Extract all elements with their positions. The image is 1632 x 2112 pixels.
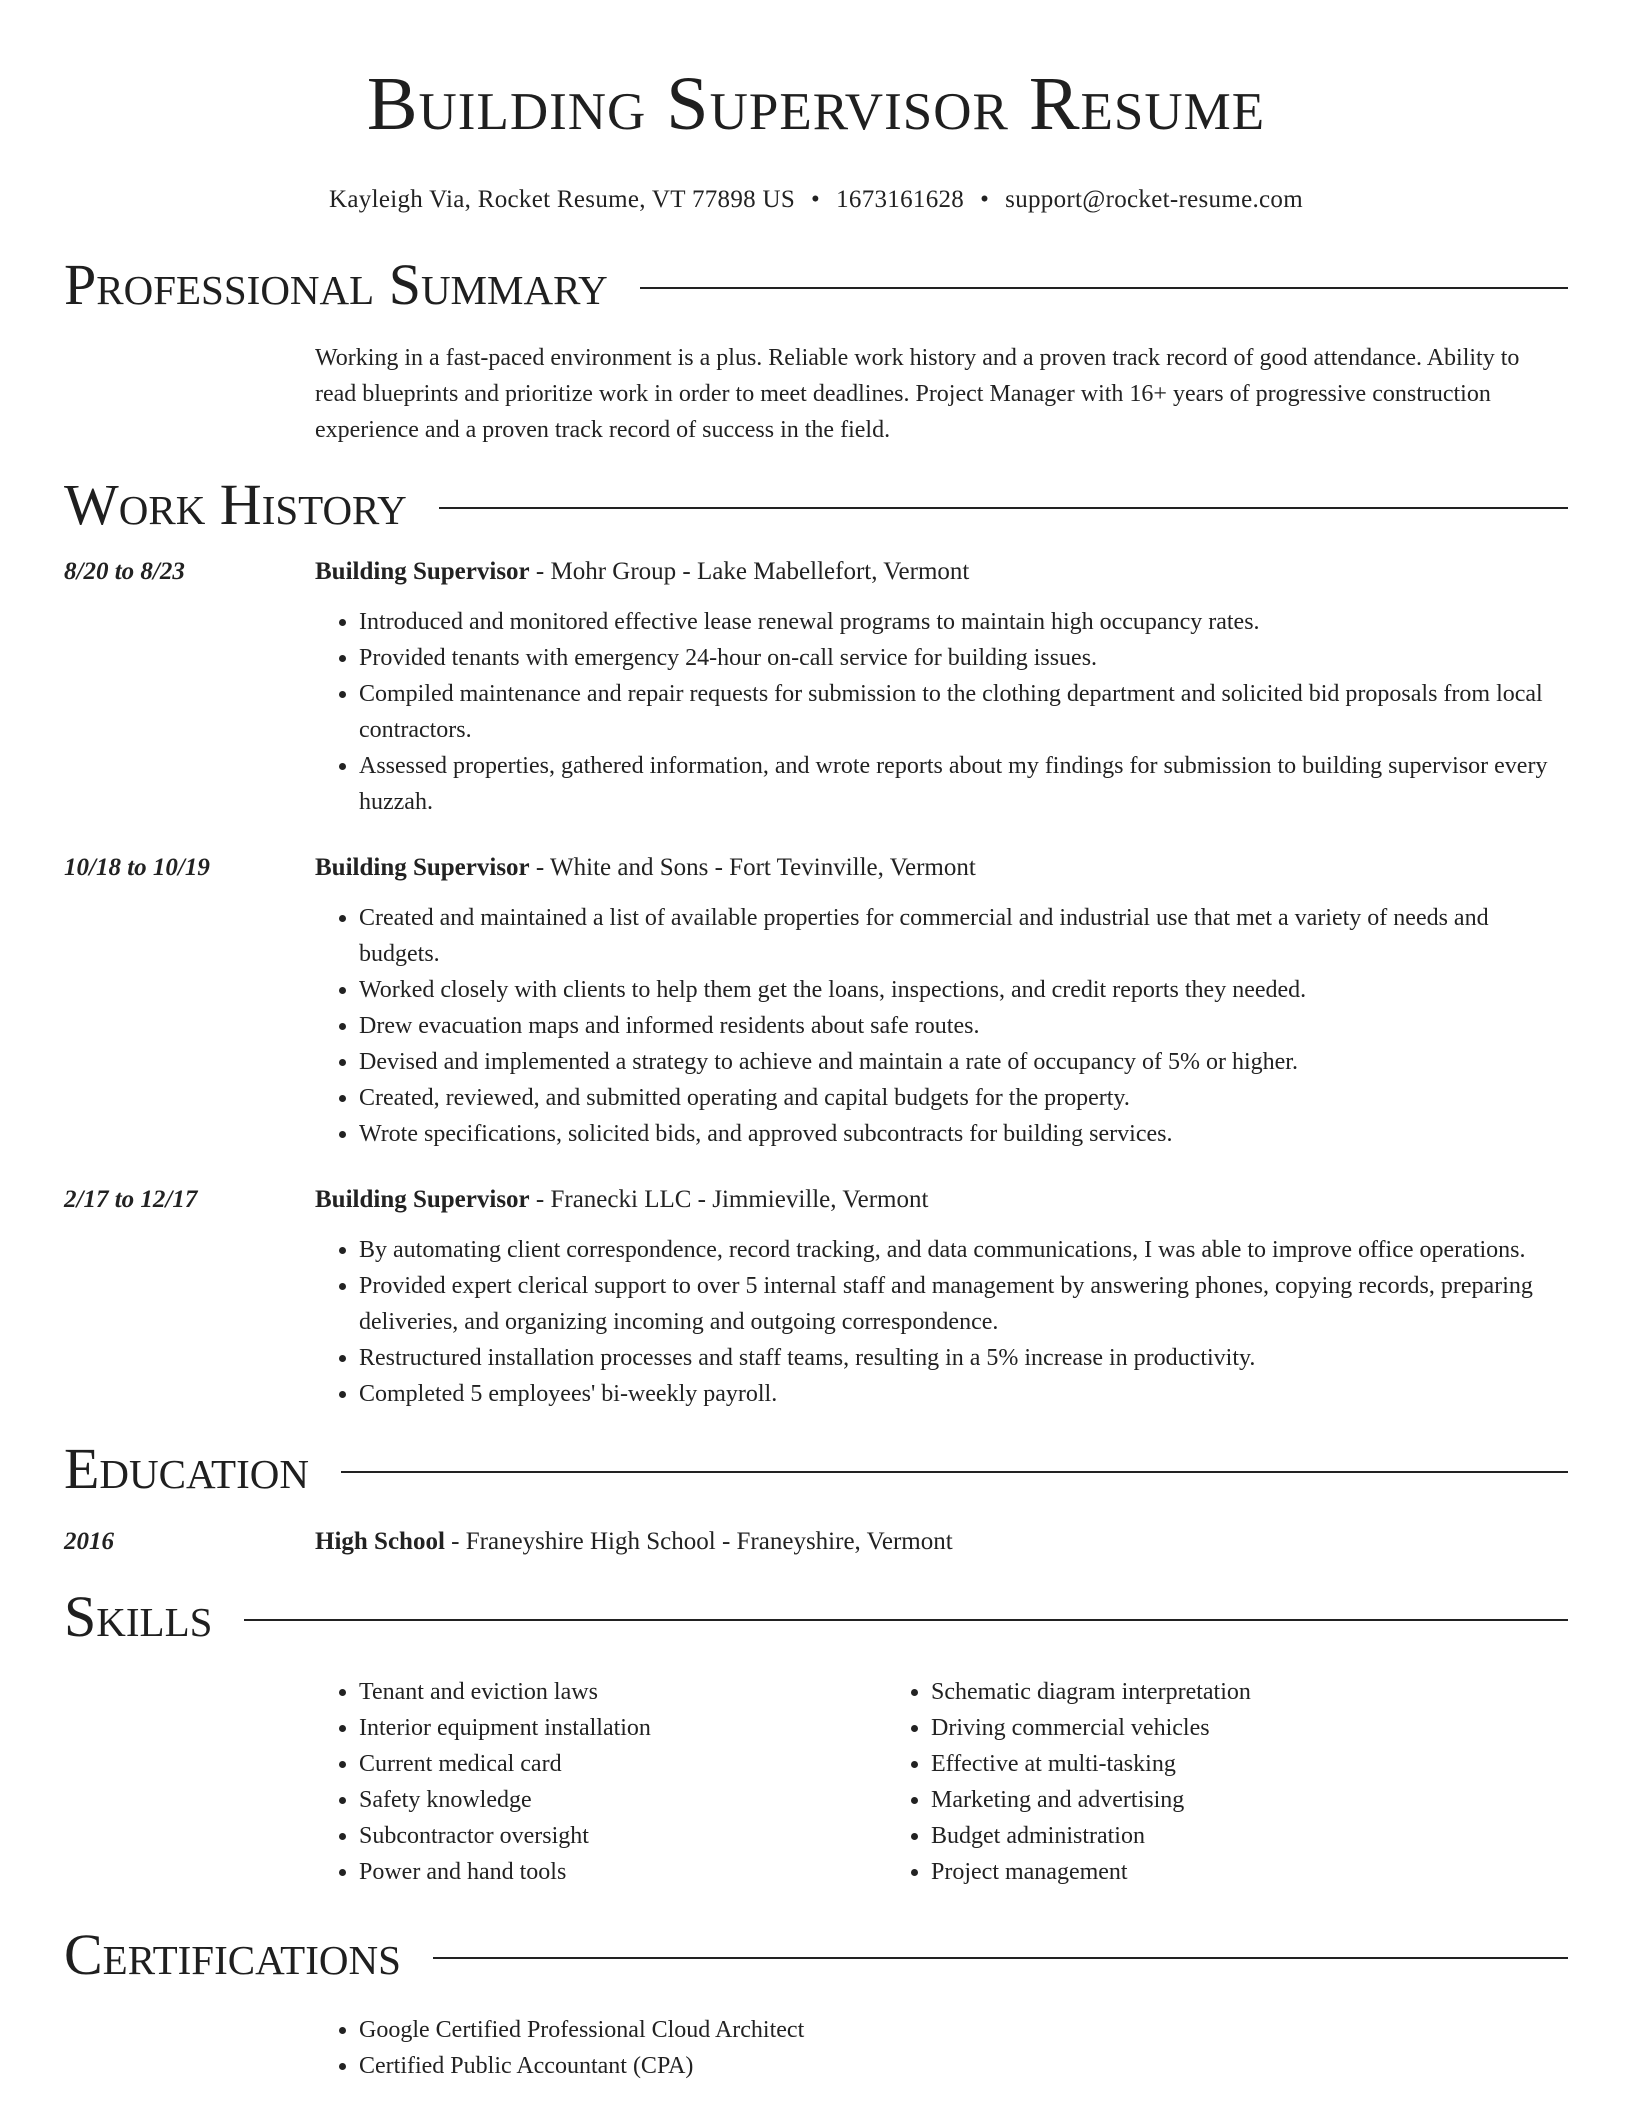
certifications-row xyxy=(64,1990,1568,2084)
job-details: - White and Sons - Fort Tevinville, Vermont xyxy=(529,854,976,881)
list-item: • Devised and implemented a strategy to achieve and maintain a rate of occupancy of 5% or higher. xyxy=(359,1044,1568,1080)
job-title: Building Supervisor xyxy=(315,854,530,881)
job-dates: 8/20 to 8/23 xyxy=(64,558,185,585)
section-header-certifications xyxy=(64,1920,1568,1990)
contact-email: support@rocket-resume.com xyxy=(1005,186,1303,213)
education-year: 2016 xyxy=(64,1528,114,1555)
section-divider xyxy=(640,287,1568,289)
skill-item: • Tenant and eviction laws xyxy=(359,1674,887,1710)
job-bullets xyxy=(315,1232,1568,1412)
certification-item: • Google Certified Professional Cloud Architect xyxy=(359,2012,1568,2048)
certifications-list xyxy=(315,2012,1568,2084)
job-entry xyxy=(64,554,1568,820)
section-divider xyxy=(244,1619,1568,1621)
skills-columns xyxy=(315,1674,1568,1890)
list-item: • Provided expert clerical support to over 5 internal staff and management by answering phones, copying records, preparing deliveries, and organizing incoming and outgoing correspondence. xyxy=(359,1268,1568,1340)
education-details: - Franeyshire High School - Franeyshire, Vermont xyxy=(444,1528,953,1555)
section-title-education: Education xyxy=(64,1436,309,1501)
list-item: • Assessed properties, gathered information, and wrote reports about my findings for submission to building supervisor every huzzah. xyxy=(359,748,1568,820)
section-title-work: Work History xyxy=(64,472,407,537)
skills-row xyxy=(64,1652,1568,1890)
job-details: - Mohr Group - Lake Mabellefort, Vermont xyxy=(529,558,970,585)
skill-item: • Effective at multi-tasking xyxy=(931,1746,1459,1782)
skill-item: • Schematic diagram interpretation xyxy=(931,1674,1459,1710)
skill-item: • Driving commercial vehicles xyxy=(931,1710,1459,1746)
job-title: Building Supervisor xyxy=(315,1186,530,1213)
document-title: Building Supervisor Resume xyxy=(366,62,1266,146)
skill-item: • Budget administration xyxy=(931,1818,1459,1854)
certification-item: • Certified Public Accountant (CPA) xyxy=(359,2048,1568,2084)
contact-separator: • xyxy=(811,186,821,213)
skill-item: • Project management xyxy=(931,1854,1459,1890)
skill-item: • Safety knowledge xyxy=(359,1782,887,1818)
job-heading xyxy=(315,850,1568,886)
contact-line xyxy=(64,184,1568,216)
section-divider xyxy=(439,507,1568,509)
section-header-summary xyxy=(64,250,1568,320)
list-item: • Completed 5 employees' bi-weekly payroll. xyxy=(359,1376,1568,1412)
summary-text: Working in a fast-paced environment is a plus. Reliable work history and a proven track record of good attendance. Ability to read blueprints and prioritize work in order to meet deadlines. Project Manager with 16+ years of progressive construction experience and a proven track record of success in the field. xyxy=(315,345,1520,443)
section-divider xyxy=(433,1957,1568,1959)
job-details: - Franecki LLC - Jimmieville, Vermont xyxy=(529,1186,929,1213)
list-item: • Drew evacuation maps and informed residents about safe routes. xyxy=(359,1008,1568,1044)
list-item: • Created, reviewed, and submitted operating and capital budgets for the property. xyxy=(359,1080,1568,1116)
job-entry xyxy=(64,850,1568,1152)
section-title-skills: Skills xyxy=(64,1584,213,1649)
section-header-skills xyxy=(64,1582,1568,1652)
list-item: • Provided tenants with emergency 24-hour on-call service for building issues. xyxy=(359,640,1568,676)
job-bullets xyxy=(315,900,1568,1152)
job-bullets xyxy=(315,604,1568,820)
contact-phone: 1673161628 xyxy=(836,186,965,213)
list-item: • Introduced and monitored effective lease renewal programs to maintain high occupancy rates. xyxy=(359,604,1568,640)
job-title: Building Supervisor xyxy=(315,558,530,585)
list-item: • Restructured installation processes and staff teams, resulting in a 5% increase in productivity. xyxy=(359,1340,1568,1376)
job-entry xyxy=(64,1182,1568,1412)
list-item: • By automating client correspondence, record tracking, and data communications, I was able to improve office operations. xyxy=(359,1232,1568,1268)
list-item: • Created and maintained a list of available properties for commercial and industrial use that met a variety of needs and budgets. xyxy=(359,900,1568,972)
job-heading xyxy=(315,1182,1568,1218)
section-header-work xyxy=(64,470,1568,540)
section-title-certifications: Certifications xyxy=(64,1922,401,1987)
list-item: • Worked closely with clients to help them get the loans, inspections, and credit reports they needed. xyxy=(359,972,1568,1008)
work-history-list xyxy=(64,554,1568,1412)
summary-row xyxy=(64,320,1568,448)
skill-item: • Interior equipment installation xyxy=(359,1710,887,1746)
education-entry xyxy=(64,1524,1568,1560)
job-dates: 2/17 to 12/17 xyxy=(64,1186,198,1213)
skill-item: • Marketing and advertising xyxy=(931,1782,1459,1818)
section-divider xyxy=(341,1471,1568,1473)
job-dates: 10/18 to 10/19 xyxy=(64,854,210,881)
skills-list-right xyxy=(887,1674,1459,1890)
section-title-summary: Professional Summary xyxy=(64,252,608,317)
skill-item: • Subcontractor oversight xyxy=(359,1818,887,1854)
skill-item: • Current medical card xyxy=(359,1746,887,1782)
skills-list-left xyxy=(315,1674,887,1890)
contact-address: Kayleigh Via, Rocket Resume, VT 77898 US xyxy=(329,186,796,213)
education-degree: High School xyxy=(315,1528,445,1555)
skill-item: • Power and hand tools xyxy=(359,1854,887,1890)
list-item: • Compiled maintenance and repair requests for submission to the clothing department and solicited bid proposals from local contractors. xyxy=(359,676,1568,748)
job-heading xyxy=(315,554,1568,590)
section-header-education xyxy=(64,1434,1568,1504)
contact-separator: • xyxy=(980,186,990,213)
list-item: • Wrote specifications, solicited bids, and approved subcontracts for building services. xyxy=(359,1116,1568,1152)
